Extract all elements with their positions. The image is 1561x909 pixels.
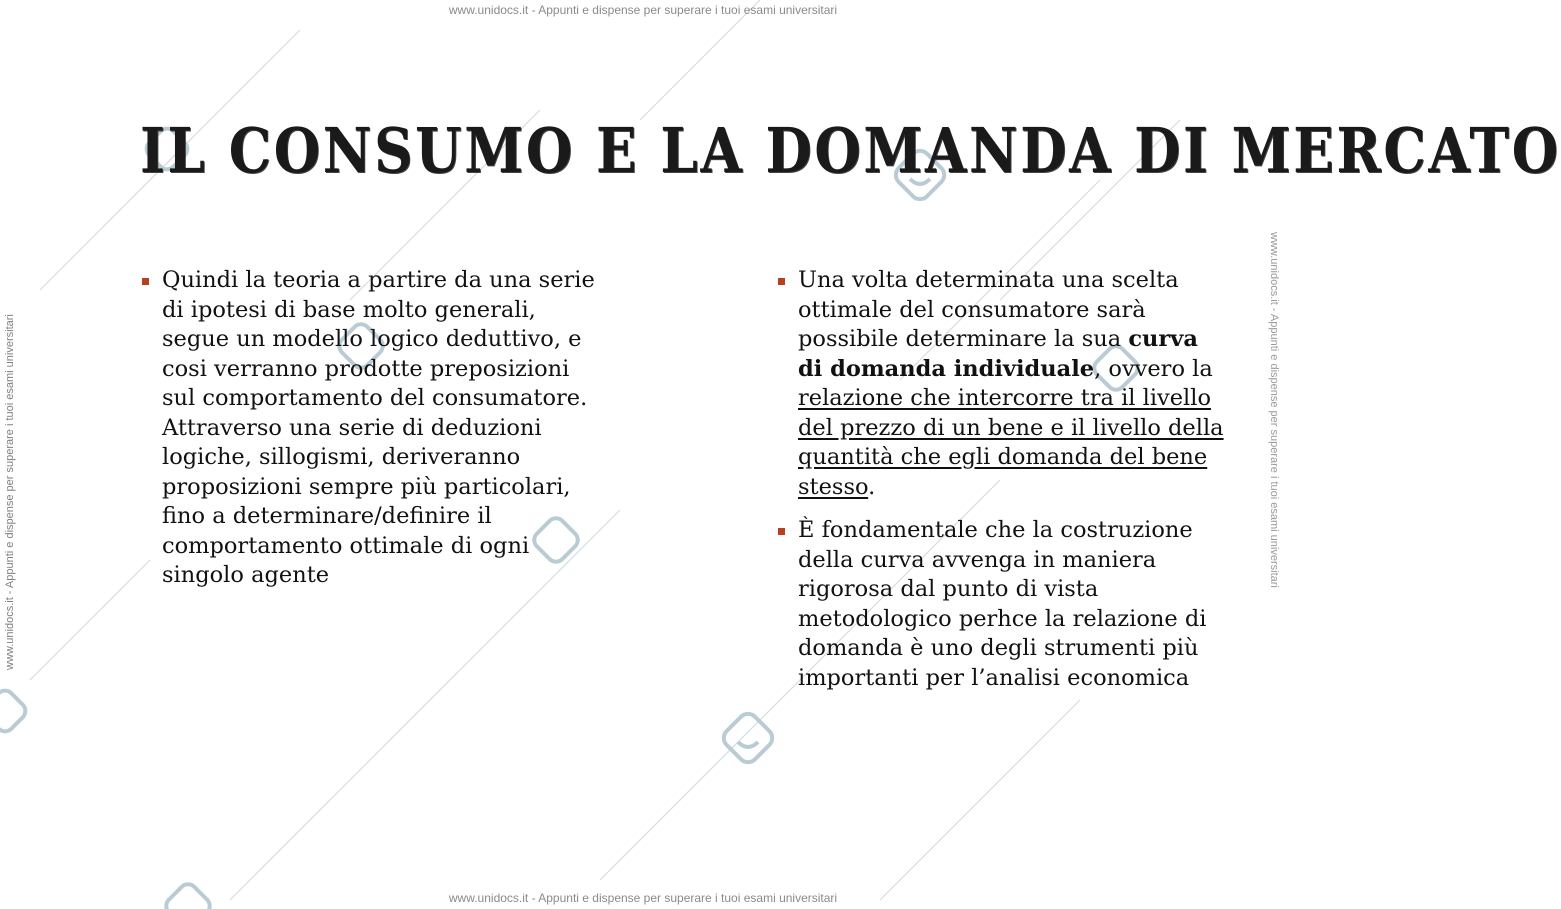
text-line: fino a determinare/definire il (162, 503, 492, 529)
left-column (142, 266, 702, 605)
right-bullet-1 (778, 266, 1298, 502)
text-segment: . (868, 473, 876, 500)
text-line: È fondamentale che la costruzione (798, 517, 1193, 543)
watermark-left: www.unidocs.it - Appunti e dispense per superare i tuoi esami universitari (4, 314, 16, 670)
text-line: cosi verranno prodotte preposizioni (162, 355, 570, 382)
underlined-line: del prezzo di un bene e il livello della (798, 414, 1224, 441)
underlined-line: quantità che egli domanda del bene (798, 444, 1208, 470)
text-line: proposizioni sempre più particolari, (162, 473, 571, 500)
text-line (798, 473, 1298, 503)
slide-title: IL CONSUMO E LA DOMANDA DI MERCATO (140, 114, 1561, 187)
text-line: Attraverso una serie di deduzioni (162, 414, 542, 441)
text-line: domanda è uno degli strumenti più (798, 635, 1199, 661)
text-line: Quindi la teoria a partire da una serie (162, 267, 595, 293)
underlined-line: relazione che intercorre tra il livello (798, 385, 1211, 411)
text-line: di ipotesi di base molto generali, (162, 296, 536, 323)
text-line: della curva avvenga in maniera (798, 546, 1157, 573)
text-line: sul comportamento del consumatore. (162, 385, 588, 411)
text-line: singolo agente (162, 562, 330, 588)
bold-term: di domanda individuale (798, 355, 1095, 382)
watermark-right: www.unidocs.it - Appunti e dispense per superare i tuoi esami universitari (1268, 232, 1280, 588)
text-line: logiche, sillogismi, deriveranno (162, 444, 521, 470)
text-line: ottimale del consumatore sarà (798, 296, 1146, 323)
text-line: comportamento ottimale di ogni (162, 532, 530, 559)
text-segment: , ovvero la (1094, 355, 1213, 382)
underlined-segment: stesso (798, 473, 869, 500)
text-line: rigorosa dal punto di vista (798, 576, 1099, 602)
watermark-bottom: www.unidocs.it - Appunti e dispense per superare i tuoi esami universitari (448, 891, 838, 905)
text-line: importanti per l’analisi economica (798, 664, 1190, 691)
text-line: segue un modello logico deduttivo, e (162, 326, 582, 352)
text-line: metodologico perhce la relazione di (798, 605, 1207, 632)
text-segment: possibile determinare la sua (798, 326, 1129, 352)
right-bullet-2 (778, 516, 1298, 693)
text-line: Una volta determinata una scelta (798, 267, 1179, 293)
right-column (778, 266, 1298, 707)
bold-term: curva (1128, 326, 1198, 352)
text-line (798, 325, 1298, 355)
text-line (798, 355, 1298, 385)
left-bullet-1 (142, 266, 702, 591)
watermark-top: www.unidocs.it - Appunti e dispense per superare i tuoi esami universitari (448, 3, 838, 17)
